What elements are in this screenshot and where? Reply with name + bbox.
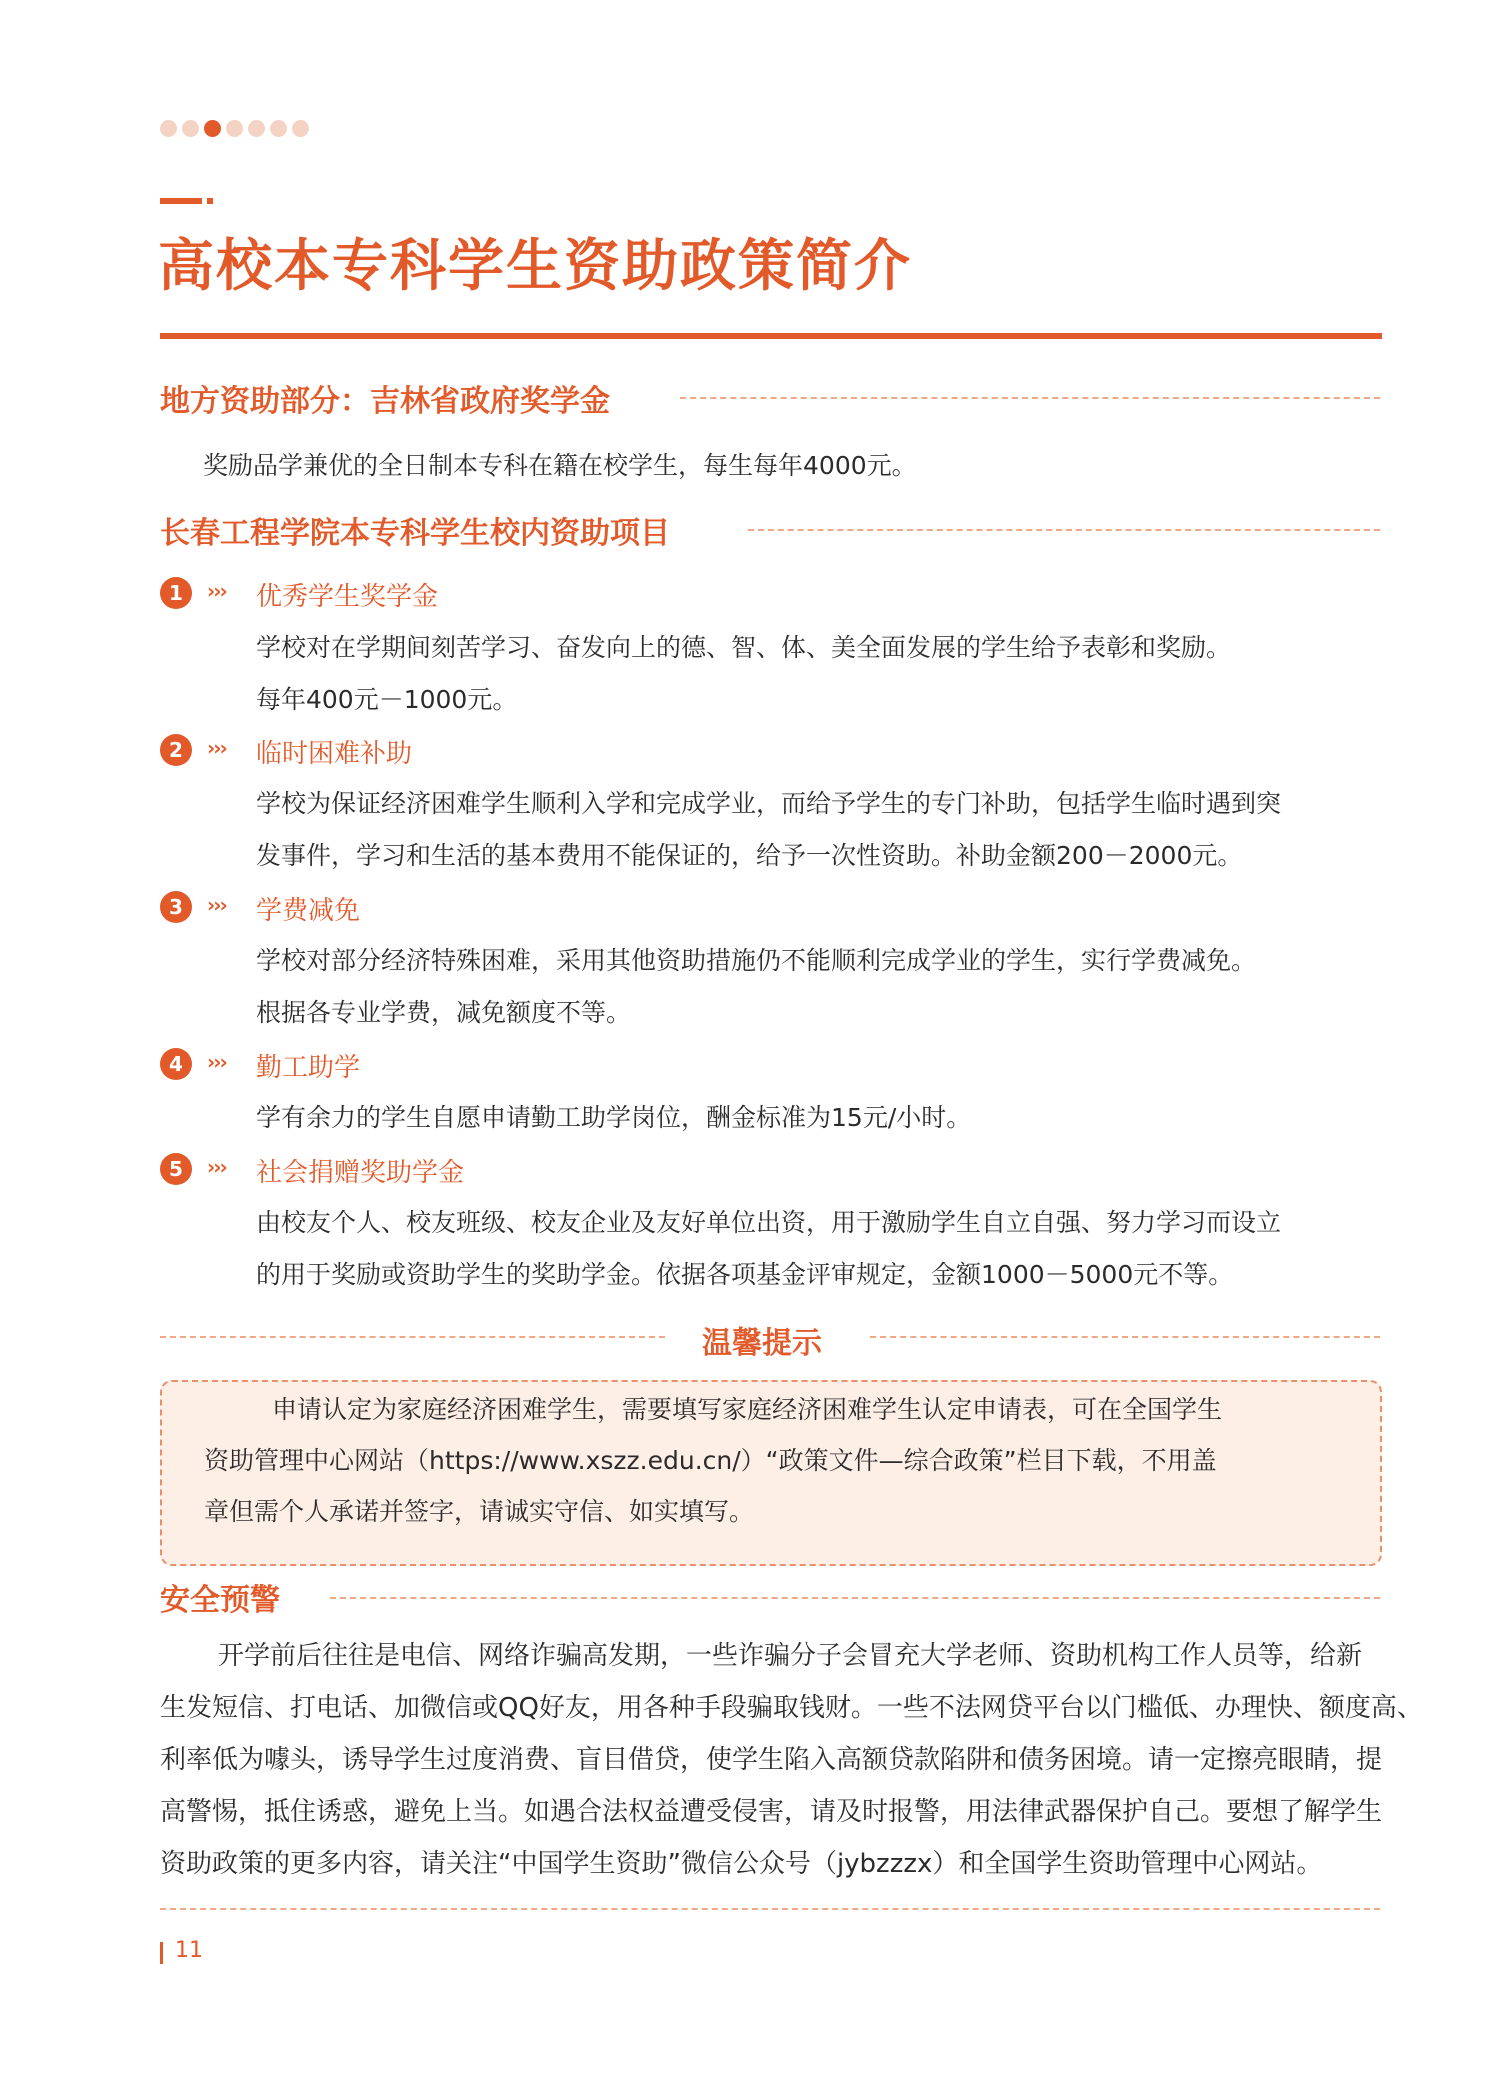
page-number: 11 — [175, 1938, 203, 1963]
warning-text-line: 资助政策的更多内容，请关注“中国学生资助”微信公众号（jybzzzx）和全国学生资助管理中心网站。 — [160, 1849, 1323, 1879]
tip-text-line: 资助管理中心网站（https://www.xszz.edu.cn/）“政策文件—综合政策”栏目下载，不用盖 — [204, 1446, 1217, 1475]
progress-dot — [160, 120, 177, 137]
item-number-badge: 1 — [160, 577, 192, 609]
item-text-line: 每年400元－1000元。 — [256, 685, 518, 714]
tip-text-line: 章但需个人承诺并签字，请诚实守信、如实填写。 — [204, 1497, 755, 1526]
progress-dots — [160, 120, 309, 137]
warning-text-line: 开学前后往往是电信、网络诈骗高发期，一些诈骗分子会冒充大学老师、资助机构工作人员等，给新 — [218, 1641, 1363, 1671]
warning-text-line: 高警惕，抵住诱惑，避免上当。如遇合法权益遭受侵害，请及时报警，用法律武器保护自己。要想了解学生 — [160, 1797, 1383, 1827]
warning-text-line: 生发短信、打电话、加微信或QQ好友，用各种手段骗取钱财。一些不法网贷平台以门槛低、办理快、额度高、 — [160, 1693, 1423, 1723]
warning-text-line: 利率低为噱头，诱导学生过度消费、盲目借贷，使学生陷入高额贷款陷阱和债务困境。请一定擦亮眼睛，提 — [160, 1745, 1383, 1775]
item-title: 优秀学生奖学金 — [256, 582, 439, 612]
section-heading-school: 长春工程学院本专科学生校内资助项目 — [160, 516, 670, 551]
dashed-divider — [160, 1908, 1380, 1910]
page-number-bar — [160, 1942, 163, 1964]
item-title: 勤工助学 — [256, 1053, 361, 1083]
tip-text-line: 申请认定为家庭经济困难学生，需要填写家庭经济困难学生认定申请表，可在全国学生 — [272, 1395, 1223, 1424]
chevrons-icon: ››› — [207, 893, 226, 917]
tip-title: 温馨提示 — [702, 1326, 822, 1361]
progress-dot-active — [204, 120, 221, 137]
item-text-line: 学有余力的学生自愿申请勤工助学岗位，酬金标准为15元/小时。 — [256, 1103, 972, 1132]
section-heading-local: 地方资助部分：吉林省政府奖学金 — [160, 384, 610, 419]
item-text-line: 学校为保证经济困难学生顺利入学和完成学业，而给予学生的专门补助，包括学生临时遇到突 — [256, 789, 1282, 818]
progress-dot — [226, 120, 243, 137]
chevrons-icon: ››› — [207, 1155, 226, 1179]
item-number-badge: 3 — [160, 891, 192, 923]
section-heading-warning: 安全预警 — [160, 1583, 280, 1618]
item-text-line: 的用于奖励或资助学生的奖助学金。依据各项基金评审规定，金额1000－5000元不等。 — [256, 1260, 1234, 1289]
chapter-mark — [160, 198, 202, 204]
progress-dot — [182, 120, 199, 137]
page-title: 高校本专科学生资助政策简介 — [158, 234, 912, 299]
item-number-badge: 2 — [160, 734, 192, 766]
progress-dot — [270, 120, 287, 137]
item-text-line: 学校对在学期间刻苦学习、奋发向上的德、智、体、美全面发展的学生给予表彰和奖励。 — [256, 633, 1232, 662]
item-title: 临时困难补助 — [256, 739, 413, 769]
item-text-line: 由校友个人、校友班级、校友企业及友好单位出资，用于激励学生自立自强、努力学习而设立 — [256, 1208, 1282, 1237]
title-divider — [160, 333, 1382, 339]
progress-dot — [248, 120, 265, 137]
item-title: 社会捐赠奖助学金 — [256, 1158, 465, 1188]
dashed-divider — [748, 529, 1380, 531]
dashed-divider — [680, 397, 1380, 399]
item-text-line: 根据各专业学费，减免额度不等。 — [256, 998, 632, 1027]
progress-dot — [292, 120, 309, 137]
item-text-line: 学校对部分经济特殊困难，采用其他资助措施仍不能顺利完成学业的学生，实行学费减免。 — [256, 946, 1257, 975]
chevrons-icon: ››› — [207, 579, 226, 603]
local-section-text: 奖励品学兼优的全日制本专科在籍在校学生，每生每年4000元。 — [203, 451, 917, 480]
item-title: 学费减免 — [256, 896, 361, 926]
chevrons-icon: ››› — [207, 736, 226, 760]
item-text-line: 发事件，学习和生活的基本费用不能保证的，给予一次性资助。补助金额200－2000元。 — [256, 841, 1243, 870]
item-number-badge: 5 — [160, 1153, 192, 1185]
dashed-divider — [160, 1336, 665, 1338]
item-number-badge: 4 — [160, 1048, 192, 1080]
chevrons-icon: ››› — [207, 1050, 226, 1074]
dashed-divider — [330, 1597, 1380, 1599]
dashed-divider — [870, 1336, 1380, 1338]
